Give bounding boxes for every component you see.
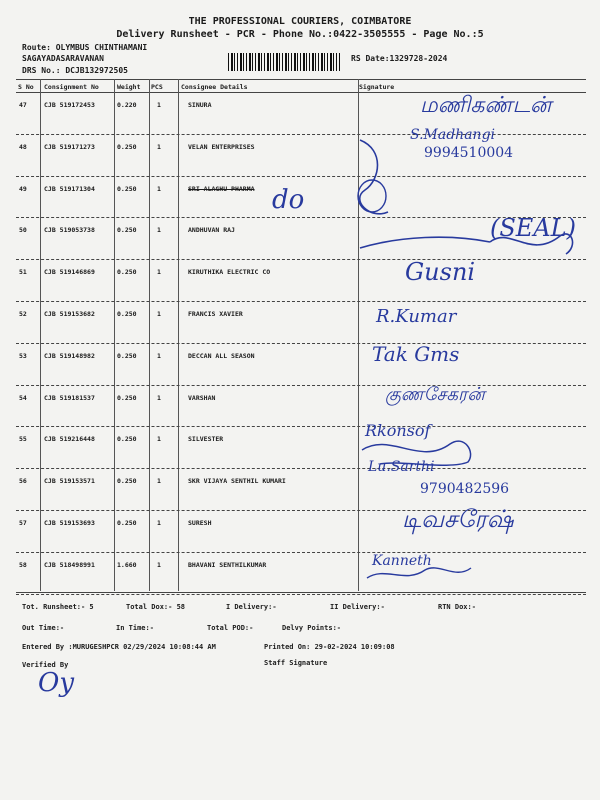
- company-title: THE PROFESSIONAL COURIERS, COIMBATORE: [188, 16, 412, 27]
- consignee-signature: R.Kumar: [376, 306, 457, 327]
- return-dox: RTN Dox:-: [438, 603, 476, 611]
- consignment-number: CJB 518498991: [44, 560, 95, 569]
- consignment-number: CJB 519216448: [44, 435, 95, 444]
- col-header-sno: S No: [18, 83, 34, 91]
- consignee-name: SILVESTER: [188, 435, 224, 444]
- col-header-consignee: Consignee Details: [181, 83, 248, 91]
- weight-value: 0.250: [117, 184, 137, 193]
- consignee-signature: Gusni: [405, 258, 476, 287]
- col-divider: [114, 79, 115, 591]
- row-divider: [16, 385, 586, 386]
- pieces-count: 1: [157, 142, 161, 151]
- verifier-signature: Oy: [38, 668, 75, 698]
- row-divider: [16, 468, 586, 469]
- consignee-name: VELAN ENTERPRISES: [188, 142, 255, 151]
- total-pod: Total POD:-: [207, 624, 254, 632]
- barcode-image: [228, 53, 340, 71]
- consignee-signature: குணசேகரன்: [385, 383, 485, 405]
- pieces-count: 1: [157, 435, 161, 444]
- weight-value: 0.250: [117, 393, 137, 402]
- consignee-name: KIRUTHIKA ELECTRIC CO: [188, 268, 271, 277]
- serial-number: 57: [19, 519, 27, 527]
- serial-number: 55: [19, 435, 27, 444]
- in-time: In Time:-: [116, 624, 154, 632]
- col-header-weight: Weight: [117, 83, 141, 91]
- col-header-pcs: PCS: [151, 83, 163, 91]
- consignment-number: CJB 519053738: [44, 226, 95, 235]
- consignee-signature: Rkonsof: [365, 421, 431, 441]
- consignee-name: VARSHAN: [188, 393, 216, 402]
- consignment-number: CJB 519148982: [44, 351, 95, 360]
- staff-name: SAGAYADASARAVANAN: [22, 54, 104, 63]
- col-divider: [149, 79, 150, 591]
- consignee-name: SRI ALAGHU PHARMA: [188, 184, 255, 193]
- serial-number: 48: [19, 142, 27, 151]
- col-divider: [178, 79, 179, 591]
- total-runsheet: Tot. Runsheet:- 5: [22, 603, 94, 611]
- out-time: Out Time:-: [22, 624, 65, 632]
- weight-value: 0.250: [117, 435, 137, 444]
- consignee-name: ANDHUVAN RAJ: [188, 226, 235, 235]
- serial-number: 53: [19, 351, 27, 360]
- serial-number: 49: [19, 184, 27, 193]
- pieces-count: 1: [157, 393, 161, 402]
- signature-scribble: [365, 560, 475, 586]
- row-divider: [16, 343, 586, 344]
- weight-value: 0.250: [117, 268, 137, 277]
- consignee-signature: S.Madhangi: [410, 126, 496, 143]
- handwritten-phone: 9994510004: [424, 144, 514, 161]
- consignment-number: CJB 519171304: [44, 184, 95, 193]
- consignment-number: CJB 519153571: [44, 477, 95, 486]
- delivery-points: Delvy Points:-: [282, 624, 342, 632]
- serial-number: 52: [19, 310, 27, 318]
- consignment-number: CJB 519153693: [44, 519, 95, 527]
- consignee-signature: do: [272, 184, 305, 215]
- pieces-count: 1: [157, 477, 161, 486]
- col-header-consignment: Consignment No: [44, 83, 99, 91]
- pieces-count: 1: [157, 268, 161, 277]
- consignee-signature: Kanneth: [372, 552, 432, 569]
- consignee-name: BHAVANI SENTHILKUMAR: [188, 560, 267, 569]
- rs-date: RS Date:1329728-2024: [351, 54, 448, 63]
- serial-number: 50: [19, 226, 27, 235]
- serial-number: 58: [19, 560, 27, 569]
- consignee-signature: (SEAL): [490, 214, 576, 243]
- consignee-signature: டிவசரேஷ்: [402, 505, 514, 533]
- row-divider: [16, 552, 586, 553]
- consignee-name: SURESH: [188, 519, 212, 527]
- route-label: Route: OLYMBUS CHINTHAMANI: [22, 43, 148, 52]
- weight-value: 0.220: [117, 101, 137, 109]
- pieces-count: 1: [157, 101, 161, 109]
- runsheet-title: Delivery Runsheet - PCR - Phone No.:0422-3505555 - Page No.:5: [116, 29, 484, 40]
- pieces-count: 1: [157, 184, 161, 193]
- weight-value: 0.250: [117, 477, 137, 486]
- consignee-name: SINURA: [188, 101, 212, 109]
- consignee-name: SKR VIJAYA SENTHIL KUMARI: [188, 477, 286, 486]
- pieces-count: 1: [157, 310, 161, 318]
- weight-value: 0.250: [117, 519, 137, 527]
- row-divider: [16, 594, 586, 595]
- pieces-count: 1: [157, 519, 161, 527]
- table-bottom-rule: [16, 592, 586, 593]
- consignee-signature: Lu.Sarthi: [368, 459, 435, 476]
- consignee-name: DECCAN ALL SEASON: [188, 351, 255, 360]
- serial-number: 56: [19, 477, 27, 486]
- consignment-number: CJB 519146869: [44, 268, 95, 277]
- drs-number: DRS No.: DCJB132972505: [22, 66, 128, 75]
- seal-stamp-mark: [340, 130, 400, 230]
- row-divider: [16, 426, 586, 427]
- col-header-signature: Signature: [359, 83, 395, 91]
- weight-value: 0.250: [117, 142, 137, 151]
- staff-signature-label: Staff Signature: [264, 659, 328, 667]
- consignment-number: CJB 519181537: [44, 393, 95, 402]
- consignee-signature: Tak Gms: [372, 341, 460, 366]
- consignment-number: CJB 519172453: [44, 101, 95, 109]
- consignment-number: CJB 519153682: [44, 310, 95, 318]
- weight-value: 1.660: [117, 560, 137, 569]
- serial-number: 47: [19, 101, 27, 109]
- weight-value: 0.250: [117, 351, 137, 360]
- printed-on: Printed On: 29-02-2024 10:09:08: [264, 643, 395, 651]
- row-divider: [16, 301, 586, 302]
- row-divider: [16, 176, 586, 177]
- pieces-count: 1: [157, 351, 161, 360]
- weight-value: 0.250: [117, 310, 137, 318]
- second-delivery: II Delivery:-: [330, 603, 385, 611]
- signature-scribble: [360, 430, 480, 470]
- pieces-count: 1: [157, 560, 161, 569]
- col-divider: [40, 79, 41, 591]
- handwritten-phone: 9790482596: [420, 481, 510, 498]
- table-top-rule: [16, 79, 586, 80]
- consignee-name: FRANCIS XAVIER: [188, 310, 243, 318]
- entered-by: Entered By :MURUGESHPCR 02/29/2024 10:08:44 AM: [22, 643, 216, 651]
- first-delivery: I Delivery:-: [226, 603, 277, 611]
- verified-by-label: Verified By: [22, 661, 69, 669]
- serial-number: 54: [19, 393, 27, 402]
- signature-scribble: [360, 222, 580, 262]
- consignee-signature: மணிகண்டன்: [420, 93, 552, 118]
- row-divider: [16, 134, 586, 135]
- consignment-number: CJB 519171273: [44, 142, 95, 151]
- serial-number: 51: [19, 268, 27, 277]
- weight-value: 0.250: [117, 226, 137, 235]
- pieces-count: 1: [157, 226, 161, 235]
- total-dox: Total Dox:- 58: [126, 603, 186, 611]
